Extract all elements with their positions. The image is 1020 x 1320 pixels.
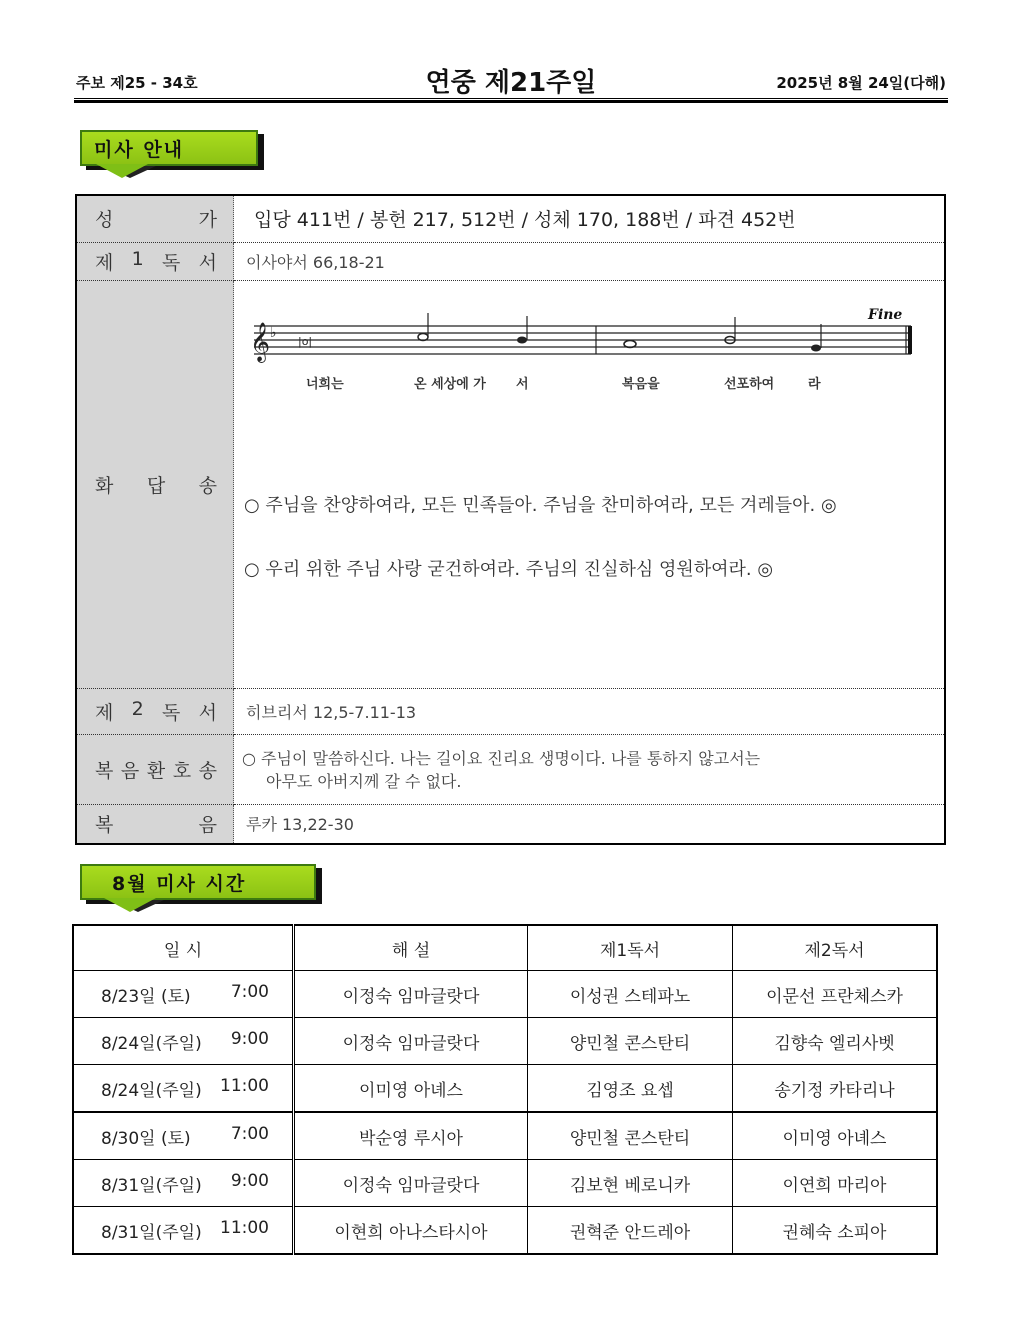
lyric: 서 — [516, 376, 529, 392]
header-divider-thin — [74, 98, 948, 99]
lyric: 라 — [808, 376, 821, 392]
sheet-music-icon — [246, 293, 936, 393]
label-second-reading: 제 2 독 서 — [76, 688, 234, 734]
page-title: 연중 제21주일 — [425, 68, 597, 98]
psalm-verse-2: ○ 우리 위한 주님 사랑 굳건하여라. 주님의 진실하심 영원하여라. ◎ — [244, 558, 774, 580]
second-reading-ref: 히브리서 12,5-7.11-13 — [234, 688, 946, 734]
row-first-reading — [76, 242, 945, 280]
bulletin-date: 2025년 8월 24일(다해) — [776, 74, 946, 92]
table-row: 8/31일(주일) 11:00 이현희 아나스타시아 권혁준 안드레아 권혜숙 소피아 — [73, 1207, 937, 1255]
row-gospel — [76, 804, 945, 844]
header-divider — [74, 100, 948, 103]
music-staff — [234, 281, 944, 411]
row-gospel-acclamation — [76, 734, 945, 804]
label-gospel-acclamation: 복 음 환 호 송 — [76, 734, 234, 804]
lyric: 온 세상에 가 — [414, 376, 486, 392]
table-row: 8/24일(주일) 9:00 이정숙 임마글랏다 양민철 콘스탄티 김향숙 엘리사벳 — [73, 1018, 937, 1065]
hymn-numbers: 입당 411번 / 봉헌 217, 512번 / 성체 170, 188번 / 파견 452번 — [234, 195, 946, 242]
label-hymns: 성 가 — [76, 195, 234, 242]
table-row: 8/24일(주일) 11:00 이미영 아녜스 김영조 요셉 송기정 카타리나 — [73, 1065, 937, 1113]
svg-text:Fine: Fine — [868, 306, 903, 323]
mass-schedule-table — [72, 924, 938, 1255]
lyric: 선포하여 — [724, 376, 775, 392]
lyric: 복음을 — [622, 376, 660, 392]
label-first-reading: 제 1 독 서 — [76, 242, 234, 280]
col-second-reading: 제2독서 — [733, 925, 938, 971]
down-arrow-icon — [96, 164, 148, 178]
banner-label: 미사 안내 — [94, 139, 185, 161]
col-datetime: 일 시 — [73, 925, 294, 971]
row-second-reading — [76, 688, 945, 734]
row-responsorial-psalm — [76, 280, 945, 688]
table-row: 8/30일 (토) 7:00 박순영 루시아 양민철 콘스탄티 이미영 아녜스 — [73, 1112, 937, 1160]
lyric: 너희는 — [306, 376, 344, 392]
banner-label: 8월 미사 시간 — [112, 873, 247, 895]
mass-guide-table — [75, 194, 946, 845]
gospel-ref: 루카 13,22-30 — [246, 815, 354, 835]
psalm-verse-1: ○ 주님을 찬양하여라, 모든 민족들아. 주님을 찬미하여라, 모든 겨레들아. ◎ — [244, 494, 837, 516]
section-banner-mass-times — [80, 864, 316, 900]
svg-text:𝄞: 𝄞 — [250, 321, 271, 362]
bulletin-header — [76, 62, 946, 98]
svg-text:♭: ♭ — [270, 324, 277, 341]
table-row: 8/31일(주일) 9:00 이정숙 임마글랏다 김보현 베로니카 이연희 마리아 — [73, 1160, 937, 1207]
col-first-reading: 제1독서 — [528, 925, 733, 971]
down-arrow-icon — [104, 898, 156, 912]
psalm-content — [234, 280, 946, 688]
gospel-acclamation-text: ○ 주님이 말씀하신다. 나는 길이요 진리요 생명이다. 나를 통하지 않고서는 아무도 아버지께 갈 수 없다. — [234, 734, 946, 804]
col-commentary: 해 설 — [294, 925, 528, 971]
schedule-header-row — [73, 925, 937, 971]
first-reading-ref: 이사야서 66,18-21 — [234, 242, 946, 280]
issue-number: 주보 제25 - 34호 — [76, 74, 198, 92]
section-banner-mass-guide — [80, 130, 258, 166]
svg-text:|o|: |o| — [298, 334, 313, 348]
label-gospel: 복 음 — [76, 804, 234, 844]
row-hymns — [76, 195, 945, 242]
table-row: 8/23일 (토) 7:00 이정숙 임마글랏다 이성권 스테파노 이문선 프란체스카 — [73, 971, 937, 1018]
label-responsorial-psalm: 화 답 송 — [76, 280, 234, 688]
